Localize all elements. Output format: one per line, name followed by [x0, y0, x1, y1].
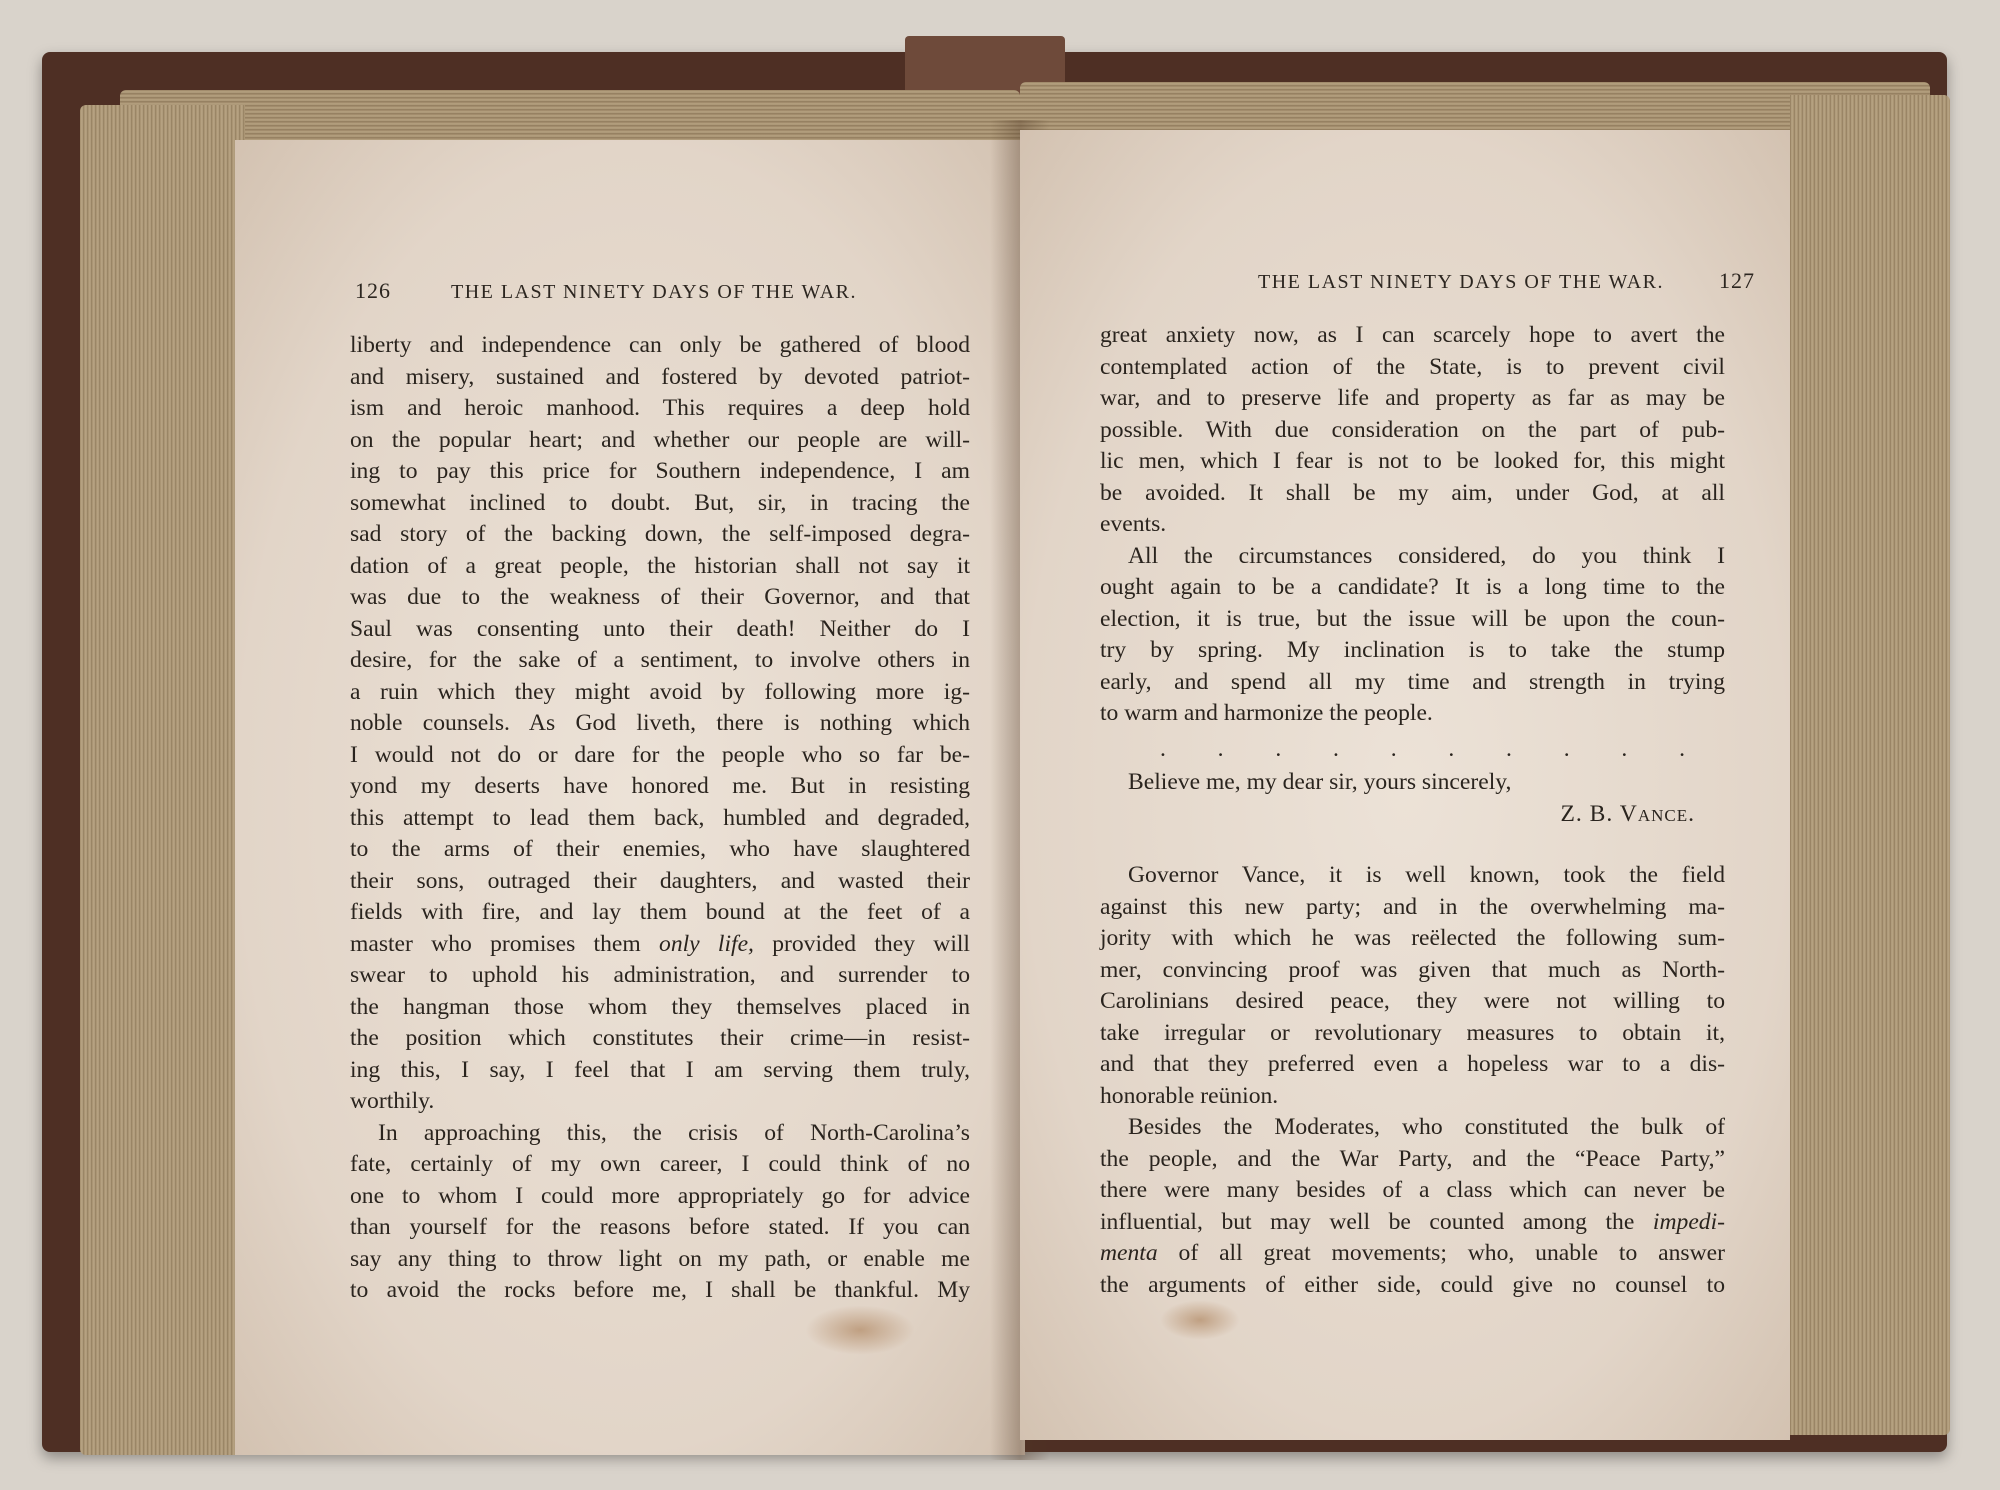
left-page: [235, 140, 1025, 1455]
text-line: say any thing to throw light on my path, or enable me: [350, 1245, 970, 1272]
text-line: the hangman those whom they themselves placed in: [350, 993, 970, 1020]
right-page: [1020, 130, 1790, 1440]
ellipsis-row: . . . . . . . . . .: [1160, 735, 1685, 762]
text-line: Governor Vance, it is well known, took the field: [1128, 862, 1725, 888]
text-line: than yourself for the reasons before stated. If you can: [350, 1214, 970, 1240]
text-line: a ruin which they might avoid by following more ig-: [350, 678, 970, 705]
text-line: sad story of the backing down, the self-imposed degra-: [350, 521, 970, 547]
page-edges-right: [1790, 95, 1950, 1435]
letter-closing: Believe me, my dear sir, yours sincerely,: [1128, 769, 1512, 795]
text-line: possible. With due consideration on the part of pub-: [1100, 416, 1725, 443]
italic-text: impedi-: [1652, 1208, 1725, 1235]
italic-text: only life,: [659, 930, 754, 957]
text-line: honorable reünion.: [1100, 1082, 1279, 1109]
text-line: early, and spend all my time and strength in trying: [1100, 668, 1725, 695]
text-line: fields with fire, and lay them bound at the feet of a: [350, 899, 970, 925]
text-line: I would not do or dare for the people who so far be-: [350, 741, 970, 768]
section-gap: [1100, 830, 1725, 860]
text-line: worthily.: [350, 1088, 435, 1114]
left-running-title: THE LAST NINETY DAYS OF THE WAR.: [451, 281, 857, 303]
text-line: ism and heroic manhood. This requires a deep hold: [350, 395, 970, 421]
page-stain: [805, 1305, 915, 1355]
text-line: to warm and harmonize the people.: [1100, 700, 1433, 726]
text-line: and that they preferred even a hopeless war to a dis-: [1100, 1051, 1725, 1077]
text-line: In approaching this, the crisis of North-Carolina’s: [378, 1119, 970, 1146]
left-page-number: 126: [355, 278, 391, 303]
text-line: the arguments of either side, could give no counsel to: [1100, 1271, 1725, 1298]
text-line: this attempt to lead them back, humbled and degraded,: [350, 804, 970, 831]
text-span: master who promises them: [350, 930, 641, 957]
text-line: [1100, 1238, 1725, 1270]
text-span: provided they will: [772, 930, 970, 957]
text-line: desire, for the sake of a sentiment, to involve others in: [350, 647, 970, 673]
text-line: against this new party; and in the overwhelming ma-: [1100, 893, 1725, 920]
text-line: yond my deserts have honored me. But in resisting: [350, 773, 970, 799]
left-body-text: [350, 330, 970, 1307]
text-span: of all great movements; who, unable to answer: [1178, 1240, 1725, 1266]
text-line: the position which constitutes their crime—in resist-: [350, 1025, 970, 1051]
text-line: there were many besides of a class which can never be: [1100, 1177, 1725, 1203]
text-line: Saul was consenting unto their death! Neither do I: [350, 615, 970, 642]
text-line: their sons, outraged their daughters, and wasted their: [350, 867, 970, 894]
text-line: and misery, sustained and fostered by devoted patriot-: [350, 363, 970, 390]
text-line: Besides the Moderates, who constituted the bulk of: [1128, 1114, 1725, 1140]
text-line: ing this, I say, I feel that I am serving them truly,: [350, 1056, 970, 1083]
text-line: one to whom I could more appropriately go for advice: [350, 1182, 970, 1209]
letter-signature: Z. B. Vance.: [1560, 800, 1695, 827]
text-line: [350, 929, 970, 961]
text-line: All the circumstances considered, do you think I: [1128, 542, 1725, 569]
text-line: to avoid the rocks before me, I shall be thankful. My: [350, 1277, 970, 1303]
text-line: dation of a great people, the historian shall not say it: [350, 552, 970, 579]
text-line: contemplated action of the State, is to prevent civil: [1100, 353, 1725, 380]
page-stain: [1160, 1300, 1240, 1340]
right-body-text: [1100, 320, 1725, 1301]
text-line: somewhat inclined to doubt. But, sir, in tracing the: [350, 489, 970, 516]
text-line: noble counsels. As God liveth, there is nothing which: [350, 710, 970, 736]
text-line: was due to the weakness of their Governor, and that: [350, 584, 970, 610]
text-line: ought again to be a candidate? It is a long time to the: [1100, 574, 1725, 600]
text-line: Carolinians desired peace, they were not willing to: [1100, 988, 1725, 1014]
text-line: mer, convincing proof was given that much as North-: [1100, 956, 1725, 983]
right-running-head: [1215, 268, 1755, 298]
text-line: jority with which he was reëlected the following sum-: [1100, 925, 1725, 951]
text-line: take irregular or revolutionary measures to obtain it,: [1100, 1019, 1725, 1046]
text-line: lic men, which I fear is not to be looked for, this might: [1100, 448, 1725, 474]
text-line: on the popular heart; and whether our people are will-: [350, 426, 970, 453]
right-running-title: THE LAST NINETY DAYS OF THE WAR.: [1258, 271, 1664, 293]
text-line: swear to uphold his administration, and surrender to: [350, 962, 970, 988]
text-line: great anxiety now, as I can scarcely hope to avert the: [1100, 322, 1725, 348]
text-line: war, and to preserve life and property as far as may be: [1100, 385, 1725, 411]
text-line: fate, certainly of my own career, I could think of no: [350, 1151, 970, 1177]
italic-text: menta: [1100, 1240, 1158, 1266]
text-line: the people, and the War Party, and the “Peace Party,”: [1100, 1145, 1725, 1172]
text-line: events.: [1100, 511, 1167, 537]
text-line: be avoided. It shall be my aim, under God, at all: [1100, 479, 1725, 506]
left-running-head: [355, 278, 965, 308]
text-line: liberty and independence can only be gathered of blood: [350, 332, 970, 358]
text-line: try by spring. My inclination is to take the stump: [1100, 637, 1725, 663]
page-edges-left: [80, 105, 245, 1455]
text-line: [1100, 1207, 1725, 1239]
text-line: to the arms of their enemies, who have slaughtered: [350, 836, 970, 862]
text-line: election, it is true, but the issue will be upon the coun-: [1100, 605, 1725, 632]
text-line: ing to pay this price for Southern independence, I am: [350, 458, 970, 484]
right-page-number: 127: [1719, 268, 1755, 293]
text-span: influential, but may well be counted among the: [1100, 1208, 1635, 1235]
